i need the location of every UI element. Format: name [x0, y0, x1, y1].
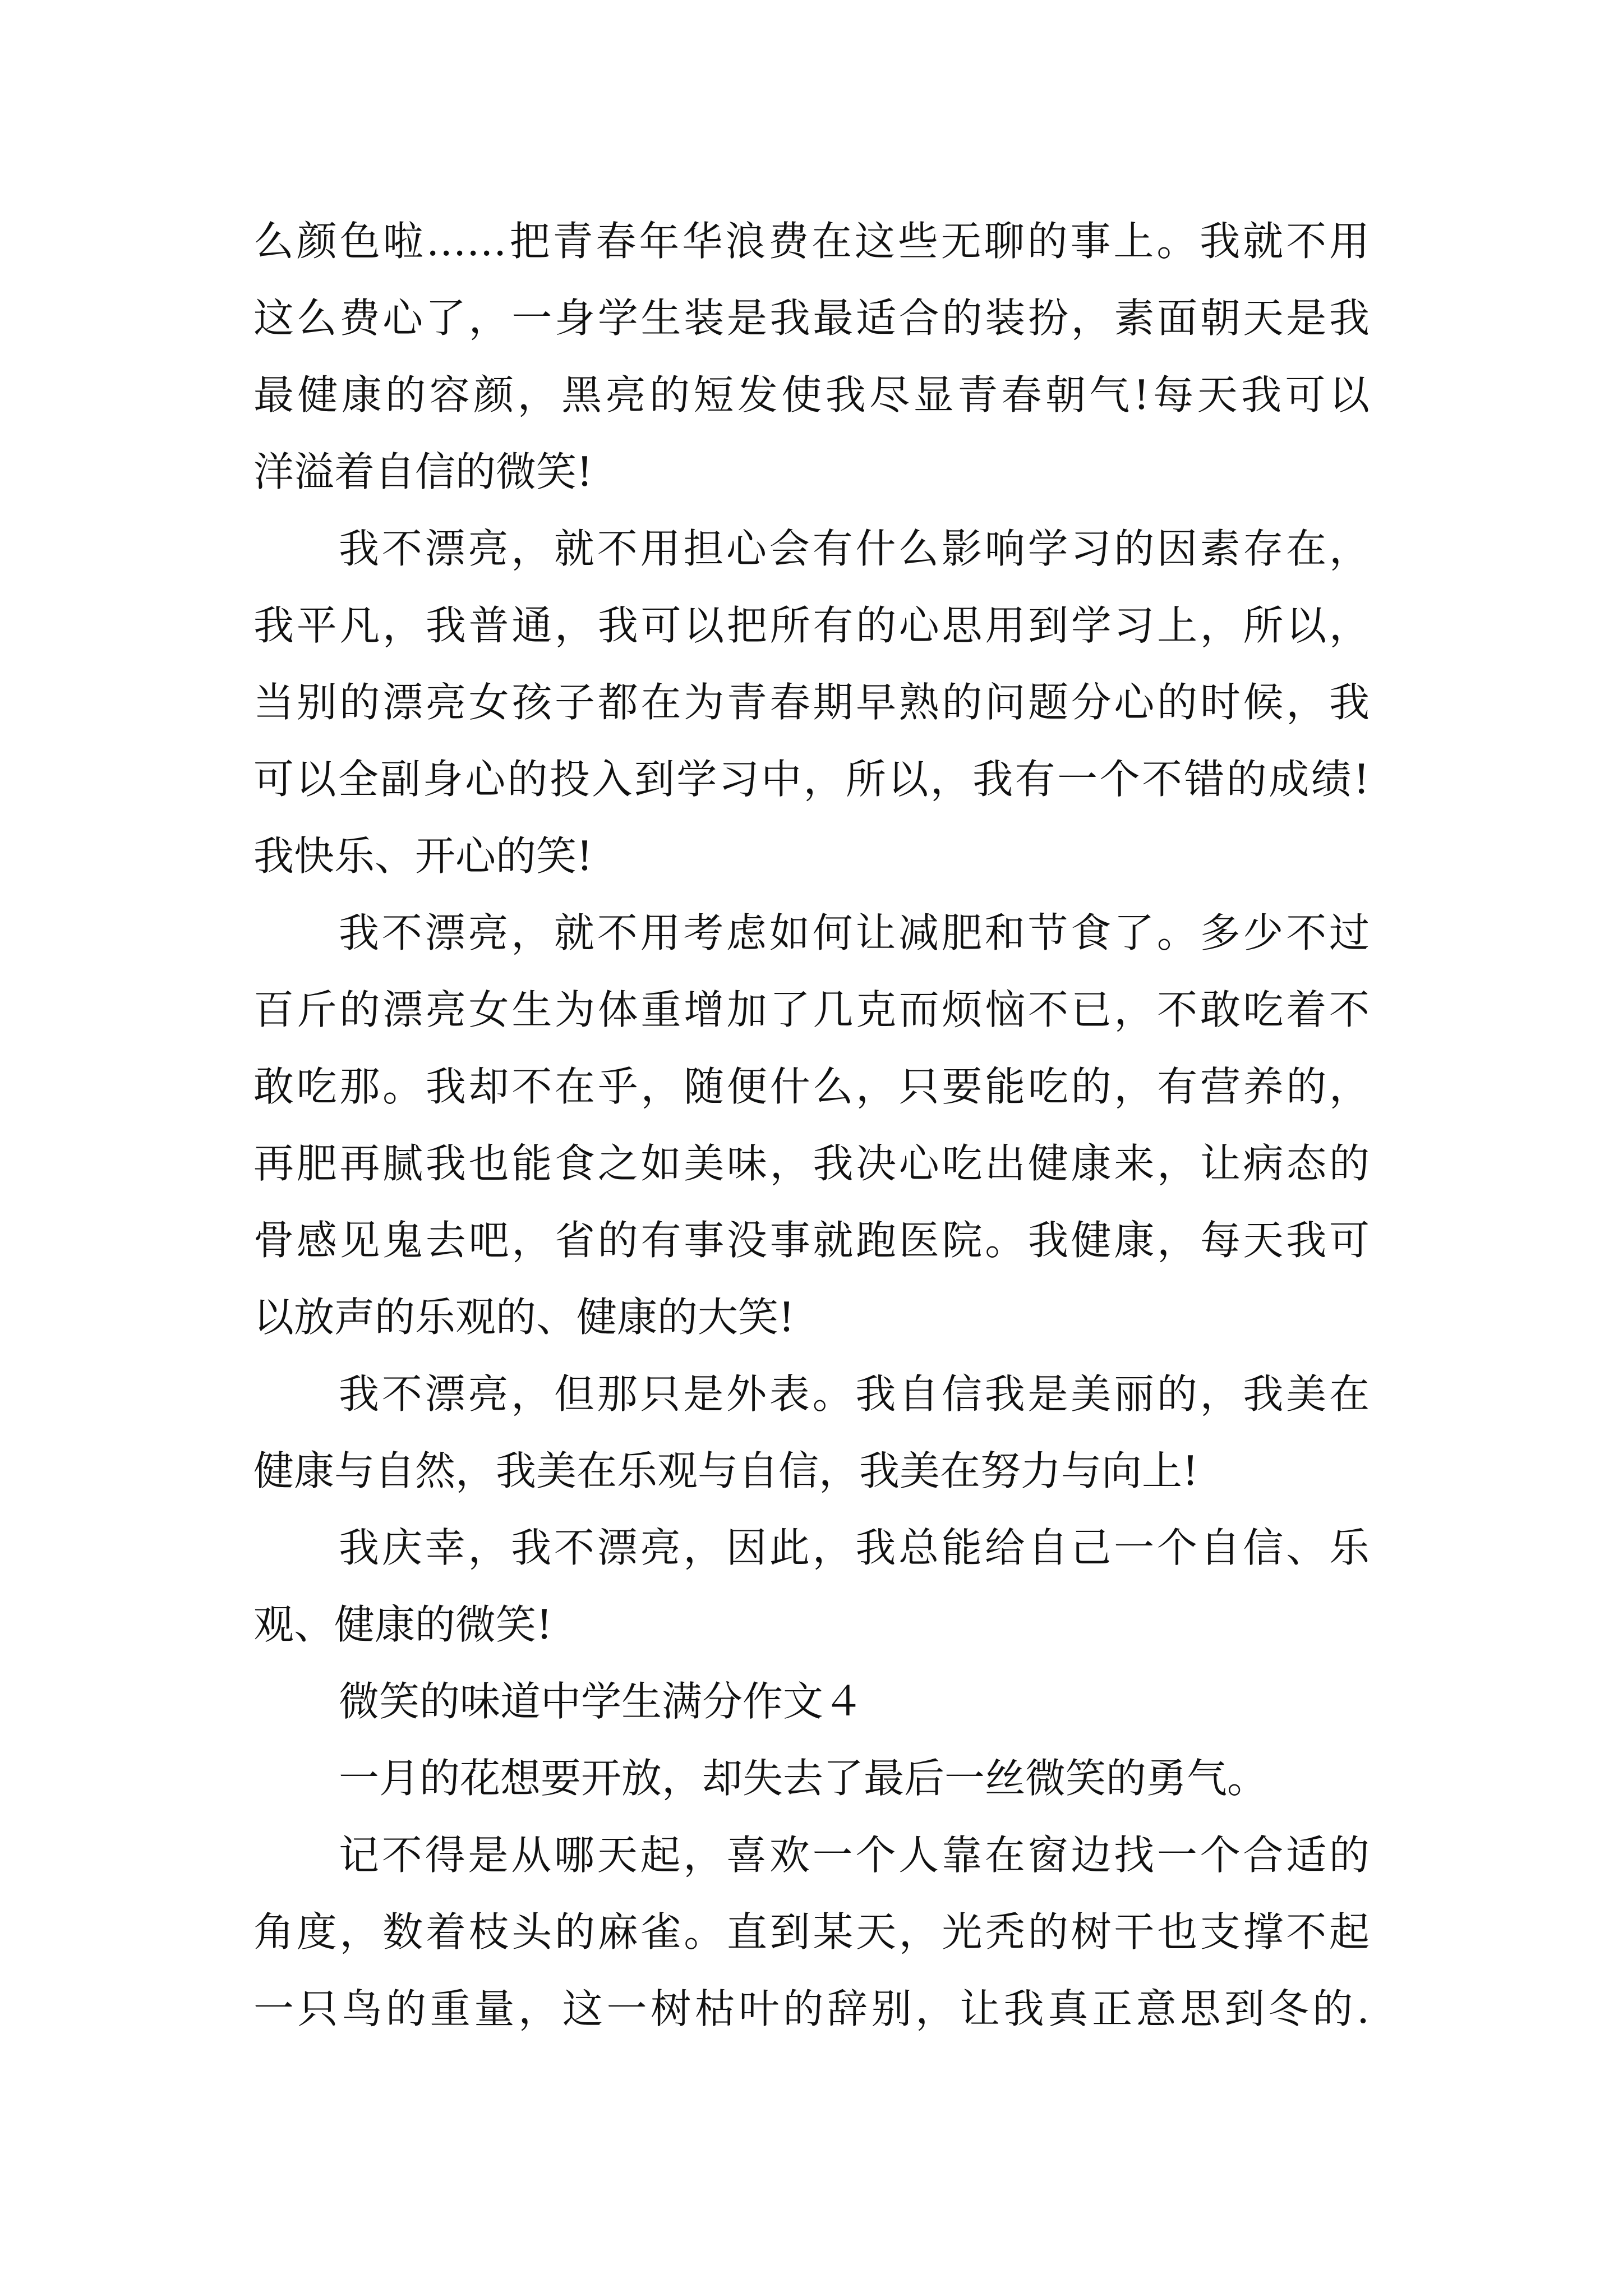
text-line: 么颜色啦……把青春年华浪费在这些无聊的事上。我就不用	[253, 218, 1370, 265]
text-line: 洋溢着自信的微笑!	[253, 448, 593, 495]
text-line: 观、健康的微笑!	[253, 1601, 552, 1648]
text-line: 这么费心了，一身学生装是我最适合的装扮，素面朝天是我	[253, 295, 1370, 342]
text-line: 我不漂亮，就不用考虑如何让减肥和节食了。多少不过	[339, 909, 1370, 956]
text-line: 骨感见鬼去吧，省的有事没事就跑医院。我健康，每天我可	[253, 1217, 1370, 1264]
text-line: 健康与自然，我美在乐观与自信，我美在努力与向上!	[253, 1447, 1198, 1494]
section-heading: 微笑的味道中学生满分作文４	[339, 1678, 864, 1725]
text-line: 敢吃那。我却不在乎，随便什么，只要能吃的，有营养的，	[253, 1063, 1370, 1110]
article-body	[253, 203, 1370, 2047]
text-line: 我不漂亮，但那只是外表。我自信我是美丽的，我美在	[339, 1370, 1370, 1418]
text-line: 最健康的容颜，黑亮的短发使我尽显青春朝气!每天我可以	[253, 371, 1370, 418]
text-line: 我平凡，我普通，我可以把所有的心思用到学习上，所以，	[253, 602, 1370, 649]
text-line: 我庆幸，我不漂亮，因此，我总能给自己一个自信、乐	[339, 1524, 1370, 1571]
text-line: 百斤的漂亮女生为体重增加了几克而烦恼不已，不敢吃着不	[253, 986, 1370, 1033]
text-line: 再肥再腻我也能食之如美味，我决心吃出健康来，让病态的	[253, 1140, 1370, 1187]
text-line: 一月的花想要开放，却失去了最后一丝微笑的勇气。	[339, 1755, 1268, 1802]
text-line: 以放声的乐观的、健康的大笑!	[253, 1294, 795, 1341]
text-line: 可以全副身心的投入到学习中，所以，我有一个不错的成绩!	[253, 756, 1370, 803]
text-line: 我不漂亮，就不用担心会有什么影响学习的因素存在，	[339, 525, 1370, 572]
text-line: 一只鸟的重量，这一树枯叶的辞别，让我真正意思到冬的.	[253, 1985, 1370, 2032]
text-line: 我快乐、开心的笑!	[253, 832, 593, 880]
text-line: 角度，数着枝头的麻雀。直到某天，光秃的树干也支撑不起	[253, 1908, 1370, 1955]
text-line: 当别的漂亮女孩子都在为青春期早熟的问题分心的时候，我	[253, 679, 1370, 726]
text-line: 记不得是从哪天起，喜欢一个人靠在窗边找一个合适的	[339, 1832, 1370, 1879]
